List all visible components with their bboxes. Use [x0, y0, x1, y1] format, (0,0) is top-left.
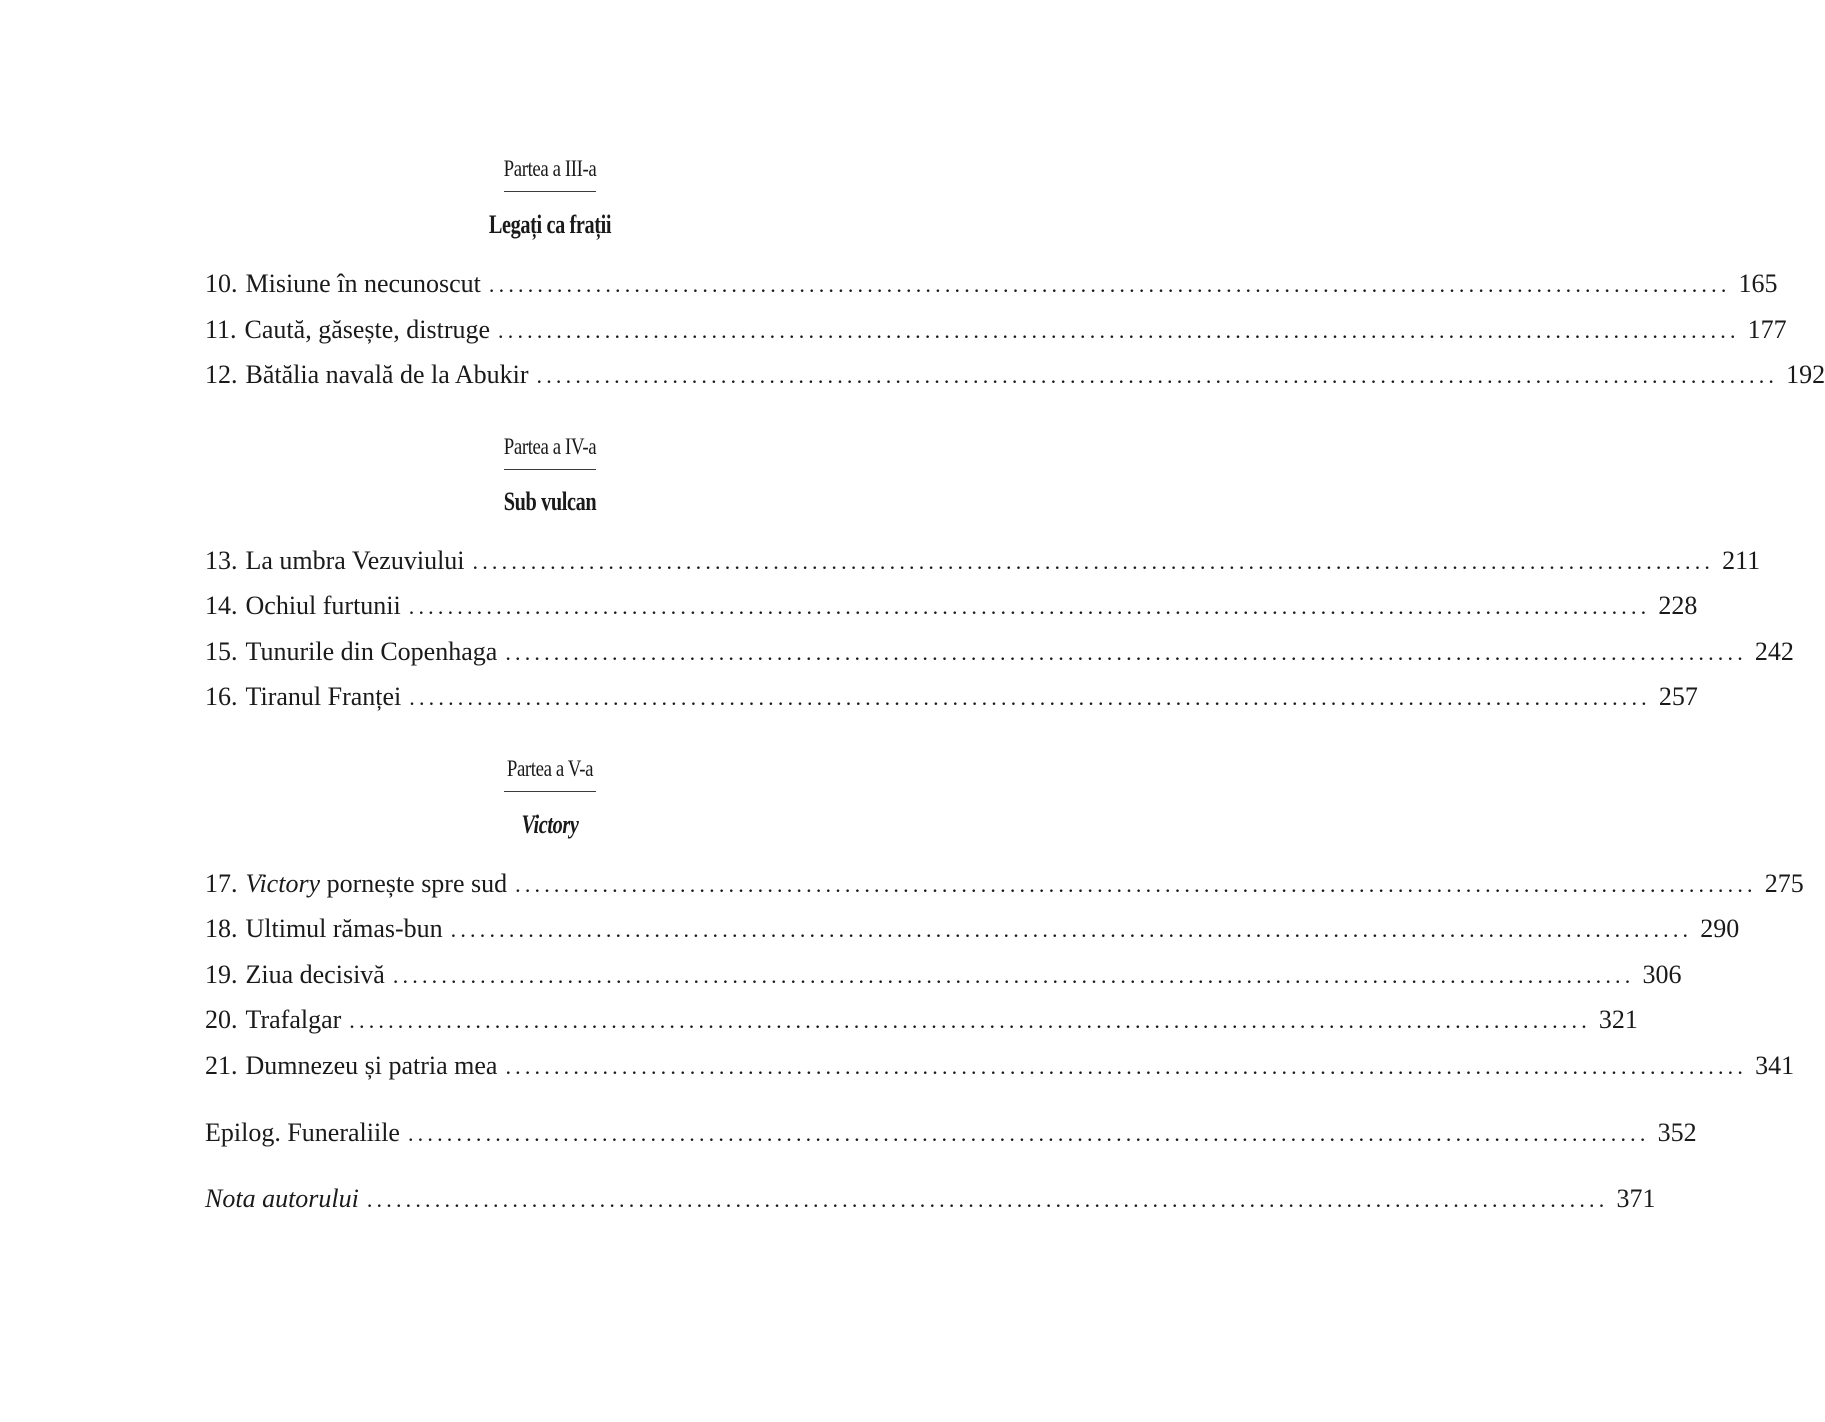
part-divider	[504, 791, 596, 792]
page-number: 371	[1616, 1184, 1656, 1213]
page-number: 165	[1738, 269, 1778, 298]
toc-entry-epilog[interactable]	[205, 1118, 1697, 1152]
page-number: 228	[1658, 591, 1698, 620]
chapter-number: 15.	[205, 637, 238, 666]
chapter-title: Tunurile din Copenhaga	[245, 637, 498, 666]
toc-entry[interactable]	[205, 682, 1698, 716]
part-title: Legați ca frații	[488, 210, 612, 239]
page-number: 211	[1722, 546, 1761, 575]
toc-entry[interactable]	[205, 591, 1698, 625]
page-number: 321	[1598, 1005, 1638, 1034]
epilog-title: Epilog. Funeraliile	[205, 1118, 400, 1147]
dot-leader: ................................................................................................................................	[392, 963, 1635, 988]
toc-entry[interactable]	[205, 637, 1794, 671]
chapter-number: 18.	[205, 914, 238, 943]
toc-entry[interactable]	[205, 315, 1787, 349]
dot-leader: ................................................................................................................................	[515, 872, 1757, 897]
chapter-number: 21.	[205, 1051, 238, 1080]
dot-leader: ................................................................................................................................	[450, 917, 1693, 942]
dot-leader: ................................................................................................................................	[472, 549, 1715, 574]
dot-leader: ................................................................................................................................	[505, 640, 1747, 665]
chapter-title: Ochiul furtunii	[245, 591, 401, 620]
chapter-title	[246, 869, 508, 899]
dot-leader: ................................................................................................................................	[505, 1054, 1748, 1079]
toc-entry-author-note[interactable]	[205, 1184, 1656, 1218]
chapter-number: 19.	[205, 960, 238, 989]
part-label: Partea a IV-a	[503, 434, 597, 459]
page-number: 341	[1755, 1051, 1795, 1080]
toc-entry[interactable]	[205, 960, 1682, 994]
page-number: 290	[1700, 914, 1740, 943]
toc-entry[interactable]	[205, 1005, 1638, 1039]
chapter-title: Caută, găsește, distruge	[244, 315, 491, 344]
part-label: Partea a V-a	[506, 756, 594, 781]
dot-leader: ................................................................................................................................	[408, 594, 1651, 619]
dot-leader: ................................................................................................................................	[366, 1187, 1609, 1212]
chapter-number: 20.	[205, 1005, 238, 1034]
part-title: Victory	[521, 810, 579, 839]
chapter-title: Dumnezeu și patria mea	[245, 1051, 498, 1080]
chapter-title: Bătălia navală de la Abukir	[245, 360, 529, 389]
page-number: 352	[1657, 1118, 1697, 1147]
chapter-number: 14.	[205, 591, 238, 620]
chapter-title: Tiranul Franței	[245, 682, 402, 711]
ship-name: Victory	[245, 869, 321, 898]
chapter-number: 12.	[205, 360, 238, 389]
dot-leader: ................................................................................................................................	[488, 272, 1731, 297]
chapter-number: 17.	[205, 869, 238, 898]
chapter-number: 13.	[205, 546, 238, 575]
dot-leader: ................................................................................................................................	[407, 1121, 1650, 1146]
dot-leader: ................................................................................................................................	[498, 318, 1740, 343]
page-number: 275	[1764, 869, 1804, 898]
dot-leader: ................................................................................................................................	[536, 363, 1779, 388]
part-label: Partea a III-a	[503, 156, 597, 181]
page-number: 177	[1747, 315, 1787, 344]
chapter-number: 16.	[205, 682, 238, 711]
part-divider	[504, 469, 596, 470]
part-divider	[504, 191, 596, 192]
dot-leader: ................................................................................................................................	[409, 685, 1651, 710]
chapter-number: 10.	[205, 269, 238, 298]
toc-entry[interactable]	[205, 360, 1825, 394]
chapter-title: Ziua decisivă	[245, 960, 385, 989]
chapter-title: Misiune în necunoscut	[245, 269, 481, 298]
dot-leader: ................................................................................................................................	[349, 1008, 1591, 1033]
chapter-title: Ultimul rămas-bun	[245, 914, 443, 943]
page-number: 306	[1642, 960, 1682, 989]
chapter-title-rest: pornește spre sud	[320, 869, 508, 898]
toc-entry[interactable]	[205, 1051, 1795, 1085]
chapter-title: La umbra Vezuviului	[245, 546, 465, 575]
page-number: 257	[1658, 682, 1698, 711]
toc-entry[interactable]	[205, 269, 1778, 303]
toc-entry[interactable]	[205, 869, 1804, 903]
toc-entry[interactable]	[205, 914, 1740, 948]
chapter-title: Trafalgar	[245, 1005, 342, 1034]
toc-entry[interactable]	[205, 546, 1761, 580]
page-number: 242	[1754, 637, 1794, 666]
author-note-title: Nota autorului	[205, 1184, 359, 1213]
chapter-number: 11.	[205, 315, 237, 344]
page-number: 192	[1786, 360, 1825, 389]
part-title: Sub vulcan	[503, 487, 597, 516]
